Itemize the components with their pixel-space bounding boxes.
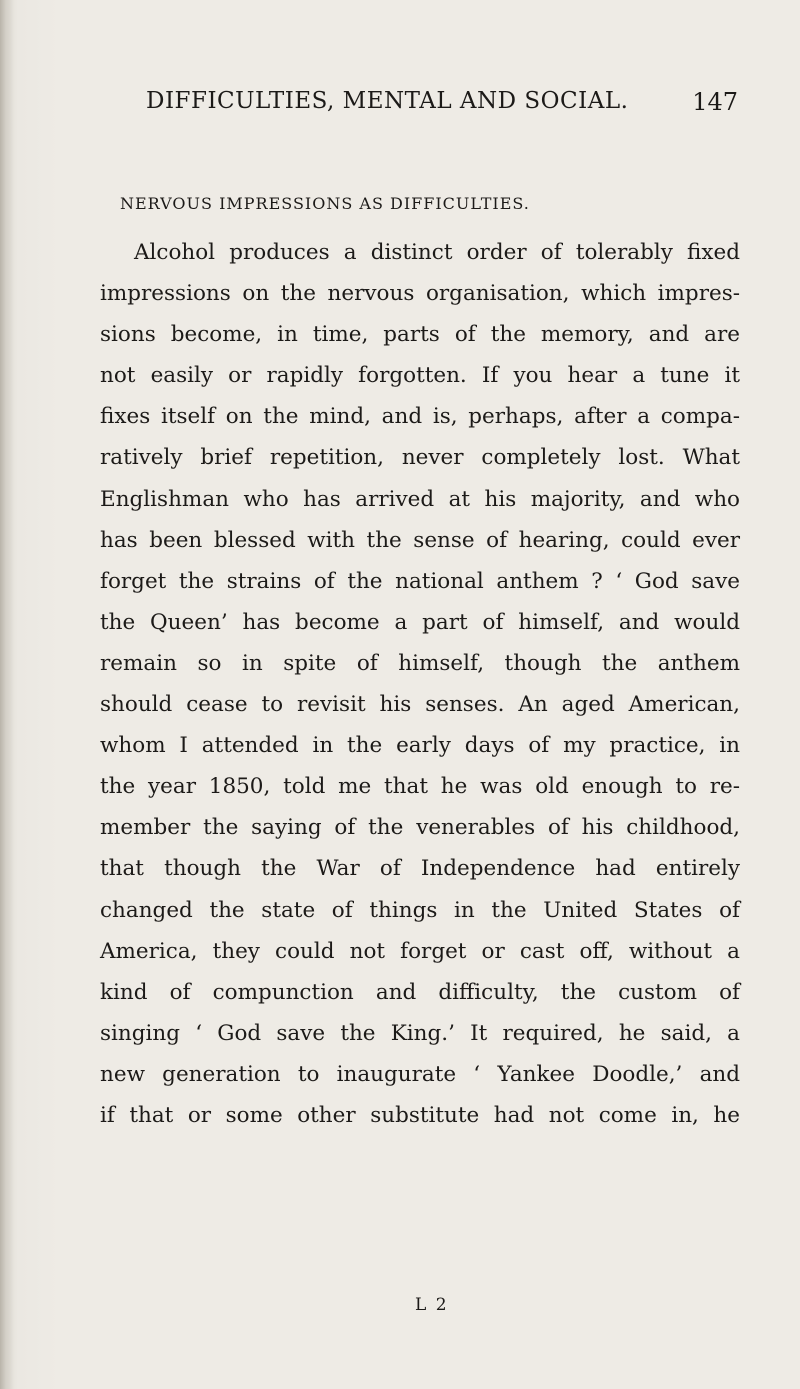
text-line: changed the state of things in the United States of bbox=[100, 897, 740, 923]
text-line: the year 1850, told me that he was old enough to re- bbox=[100, 774, 740, 800]
text-line: ratively brief repetition, never completely lost. What bbox=[100, 445, 740, 471]
text-line: member the saying of the venerables of his childhood, bbox=[100, 815, 740, 841]
signature-mark: L 2 bbox=[415, 1295, 449, 1315]
text-line: fixes itself on the mind, and is, perhaps, after a compa- bbox=[100, 404, 740, 430]
text-line: new generation to inaugurate ‘ Yankee Doodle,’ and bbox=[100, 1061, 740, 1087]
page-header bbox=[146, 88, 738, 128]
text-line: remain so in spite of himself, though the anthem bbox=[100, 650, 740, 676]
text-line: whom I attended in the early days of my practice, in bbox=[100, 733, 740, 759]
text-line: forget the strains of the national anthem ? ‘ God save bbox=[100, 568, 740, 594]
text-line: if that or some other substitute had not come in, he bbox=[100, 1102, 740, 1128]
text-line: not easily or rapidly forgotten. If you hear a tune it bbox=[100, 363, 740, 389]
text-line: Alcohol produces a distinct order of tolerably fixed bbox=[134, 240, 740, 265]
running-head: DIFFICULTIES, MENTAL AND SOCIAL. bbox=[146, 88, 629, 114]
text-line: should cease to revisit his senses. An aged American, bbox=[100, 692, 740, 718]
page-number: 147 bbox=[692, 88, 738, 116]
section-heading: NERVOUS IMPRESSIONS AS DIFFICULTIES. bbox=[120, 194, 530, 213]
text-line: singing ‘ God save the King.’ It required, he said, a bbox=[100, 1020, 740, 1046]
text-line: impressions on the nervous organisation, which impres- bbox=[100, 281, 740, 307]
text-line: America, they could not forget or cast off, without a bbox=[100, 938, 740, 964]
text-line: that though the War of Independence had entirely bbox=[100, 856, 740, 882]
text-line: has been blessed with the sense of hearing, could ever bbox=[100, 527, 740, 553]
text-line: sions become, in time, parts of the memory, and are bbox=[100, 322, 740, 348]
body-text bbox=[100, 232, 740, 1136]
text-line: Englishman who has arrived at his majority, and who bbox=[100, 486, 740, 512]
binding-gutter bbox=[0, 0, 14, 1389]
text-line: kind of compunction and difficulty, the custom of bbox=[100, 979, 740, 1005]
text-line: the Queen’ has become a part of himself, and would bbox=[100, 609, 740, 635]
